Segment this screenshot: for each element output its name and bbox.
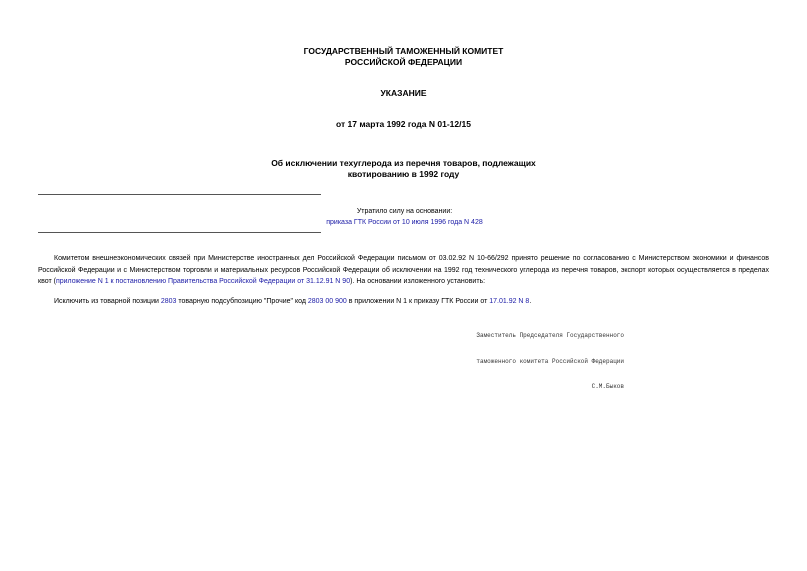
status-block bbox=[1, 206, 807, 228]
p2-text-c: в приложении N 1 к приказу ГТК России от bbox=[346, 298, 490, 305]
repeal-order-link[interactable]: приказа ГТК России от 10 июля 1996 года N 428 bbox=[326, 219, 483, 226]
issuer-line-2: РОССИЙСКОЙ ФЕДЕРАЦИИ bbox=[344, 57, 463, 67]
p2-text-a: Исключить из товарной позиции bbox=[54, 298, 161, 305]
title-line-2: квотированию в 1992 году bbox=[347, 169, 460, 179]
divider-bottom bbox=[38, 232, 321, 233]
code-2803-link[interactable]: 2803 bbox=[160, 298, 177, 305]
order-17-01-92-link[interactable]: 17.01.92 N 8 bbox=[489, 298, 530, 305]
issuer-org bbox=[0, 46, 807, 68]
p2-text-d: . bbox=[529, 298, 532, 305]
document-type: УКАЗАНИЕ bbox=[380, 88, 427, 98]
status-label: Утратило силу на основании: bbox=[356, 208, 453, 215]
p2-text-b: товарную подсубпозицию "Прочие" код bbox=[176, 298, 308, 305]
p1-text-before: Комитетом внешнеэкономических связей при Министерстве иностранных дел Российской Федерации письмом от 03.02.92 N 10-66/292 принято решение по согласованию с Министерством экономики и финансов Российской Федерации и с Министерством торговли и материальных ресурсов Российской Федерации об исключении на 1992 год технического углерода из перечня товаров, экспорт которых осуществляется в пределах квот ( bbox=[38, 255, 769, 285]
appendix-link[interactable]: приложение N 1 к постановлению Правительства Российской Федерации от 31.12.91 N 90 bbox=[55, 278, 351, 285]
paragraph-2 bbox=[38, 296, 769, 308]
paragraph-1 bbox=[38, 253, 769, 288]
document-date-number: от 17 марта 1992 года N 01-12/15 bbox=[336, 119, 471, 129]
p1-text-after: ). На основании изложенного установить: bbox=[350, 278, 486, 285]
divider-top bbox=[38, 194, 321, 195]
issuer-line-1: ГОСУДАРСТВЕННЫЙ ТАМОЖЕННЫЙ КОМИТЕТ bbox=[303, 46, 504, 56]
signature-position-2: таможенного комитета Российской Федерации bbox=[476, 357, 624, 365]
signature-name: С.М.Быков bbox=[591, 383, 624, 390]
code-2803-00-900-link[interactable]: 2803 00 900 bbox=[307, 298, 347, 305]
signature-block bbox=[454, 315, 624, 400]
title-line-1: Об исключении техуглерода из перечня товаров, подлежащих bbox=[271, 158, 536, 168]
document-title bbox=[0, 158, 807, 180]
signature-position-1: Заместитель Председателя Государственного bbox=[476, 332, 624, 339]
